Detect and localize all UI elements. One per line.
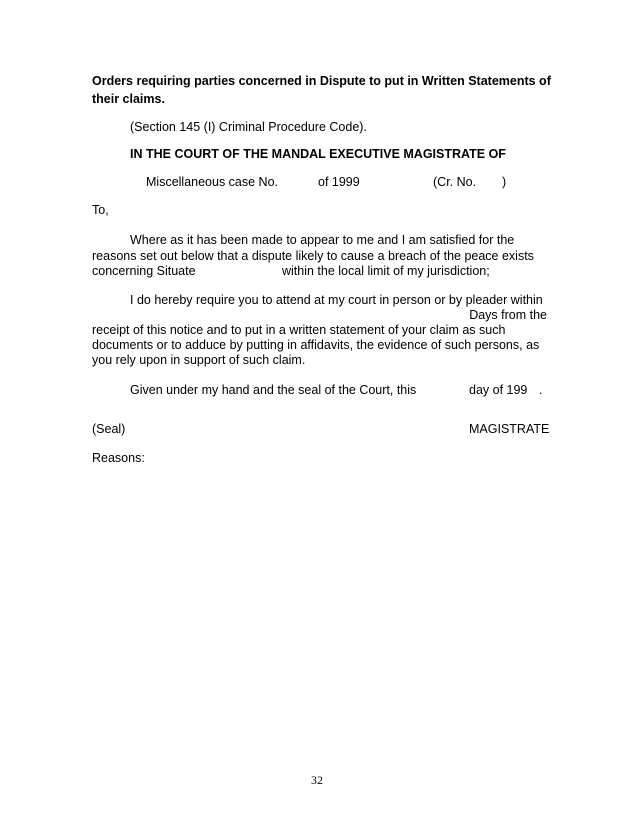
heading-line-1: Orders requiring parties concerned in Dispute to put in Written Statements of [92,74,551,88]
given-day: day of 199 [469,383,528,397]
para2-line-5: you rely upon in support of such claim. [92,353,306,367]
para2-line-3: receipt of this notice and to put in a written statement of your claim as such [92,323,506,337]
heading-line-2: their claims. [92,92,165,106]
given-text: Given under my hand and the seal of the Court, this [130,383,417,397]
court-title: IN THE COURT OF THE MANDAL EXECUTIVE MAGISTRATE OF [130,147,506,161]
reasons-label: Reasons: [92,451,145,465]
seal-label: (Seal) [92,422,126,436]
page-number: 32 [311,773,323,787]
para1-line-2: reasons set out below that a dispute likely to cause a breach of the peace exists [92,249,534,263]
case-year: of 1999 [318,175,360,189]
para1-line-1: Where as it has been made to appear to me and I am satisfied for the [130,233,515,247]
case-number-label: Miscellaneous case No. [146,175,279,189]
cr-number-close: ) [502,175,507,189]
given-end: . [539,383,543,397]
cr-number-label: (Cr. No. [433,175,477,189]
para2-line-2: Days from the [469,308,547,322]
para2-line-1: I do hereby require you to attend at my court in person or by pleader within [130,293,543,307]
section-reference: (Section 145 (I) Criminal Procedure Code). [130,120,367,134]
magistrate-signatory: MAGISTRATE [469,422,550,436]
para1-line-3a: concerning Situate [92,264,196,278]
para2-line-4: documents or to adduce by putting in affidavits, the evidence of such persons, as [92,338,540,352]
para1-line-3b: within the local limit of my jurisdiction; [282,264,490,278]
salutation: To, [92,203,109,217]
